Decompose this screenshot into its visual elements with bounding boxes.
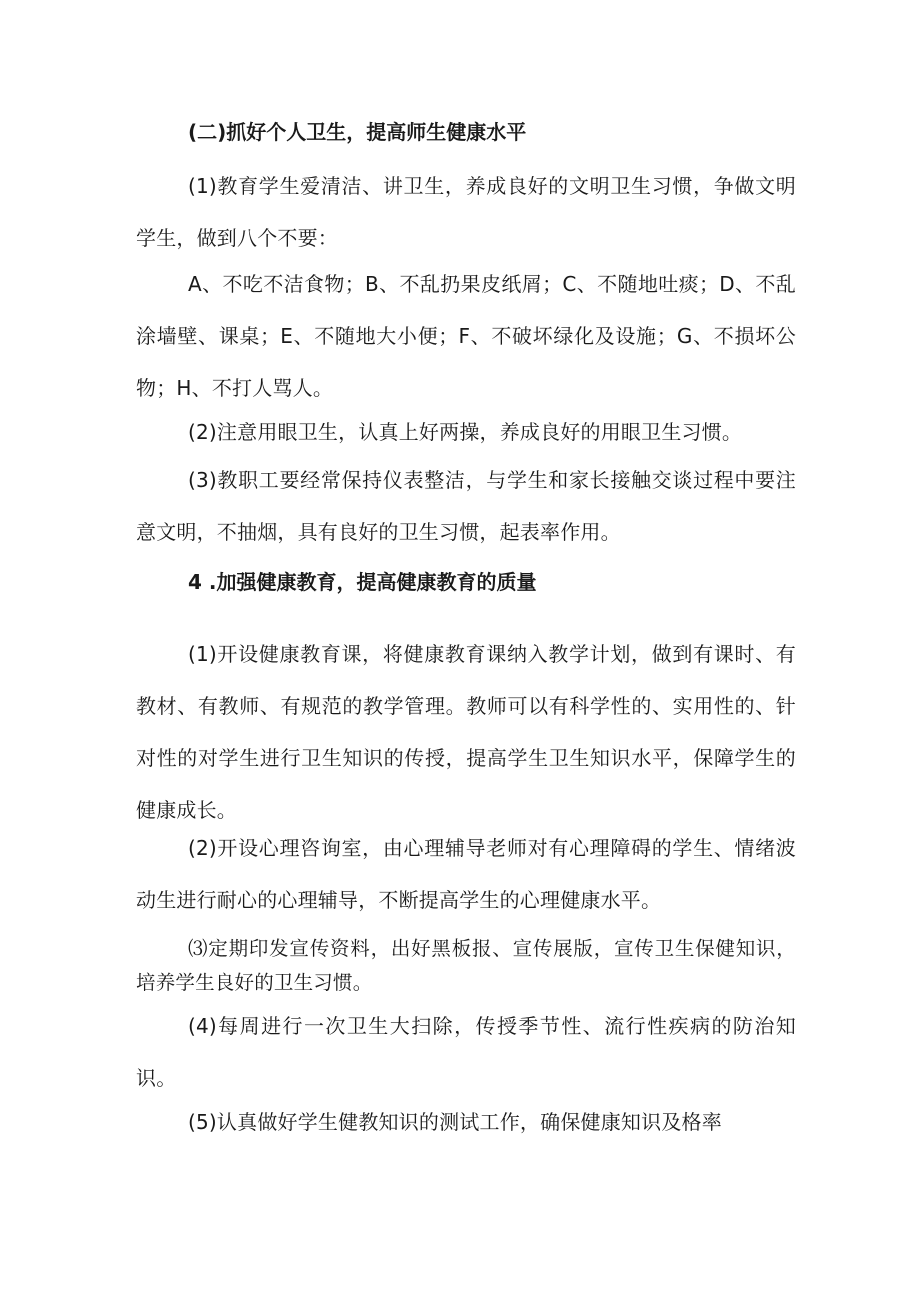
paragraph-eight-rules: A、不吃不洁食物；B、不乱扔果皮纸屑；C、不随地吐痰；D、不乱涂墙壁、课桌；E、不随地大小便；F、不破坏绿化及设施；G、不损坏公物；H、不打人骂人。: [136, 272, 796, 400]
paragraph-health-course: (1)开设健康教育课，将健康教育课纳入教学计划，做到有课时、有教材、有教师、有规范的教学管理。教师可以有科学性的、实用性的、针对性的对学生进行卫生知识的传授，提高学生卫生知识水平，保障学生的健康成长。: [136, 642, 796, 822]
paragraph-eye-hygiene: (2)注意用眼卫生，认真上好两操，养成良好的用眼卫生习惯。: [188, 420, 743, 444]
section-heading: (二)抓好个人卫生，提高师生健康水平: [188, 120, 527, 144]
paragraph-testing: (5)认真做好学生健教知识的测试工作，确保健康知识及格率: [188, 1110, 722, 1134]
paragraph-staff-conduct: (3)教职工要经常保持仪表整洁，与学生和家长接触交谈过程中要注意文明，不抽烟，具有良好的卫生习惯，起表率作用。: [136, 468, 796, 544]
paragraph-publicity: ⑶定期印发宣传资料，出好黑板报、宣传展版，宣传卫生保健知识，培养学生良好的卫生习惯。: [136, 937, 796, 994]
section-heading: 4 .加强健康教育，提高健康教育的质量: [188, 570, 537, 594]
paragraph-cleaning: (4)每周进行一次卫生大扫除，传授季节性、流行性疾病的防治知识。: [136, 1014, 796, 1090]
paragraph-counseling-room: (2)开设心理咨询室，由心理辅导老师对有心理障碍的学生、情绪波动生进行耐心的心理辅导，不断提高学生的心理健康水平。: [136, 836, 796, 912]
paragraph-hygiene-habits: (1)教育学生爱清洁、讲卫生，养成良好的文明卫生习惯，争做文明学生，做到八个不要：: [136, 174, 796, 250]
